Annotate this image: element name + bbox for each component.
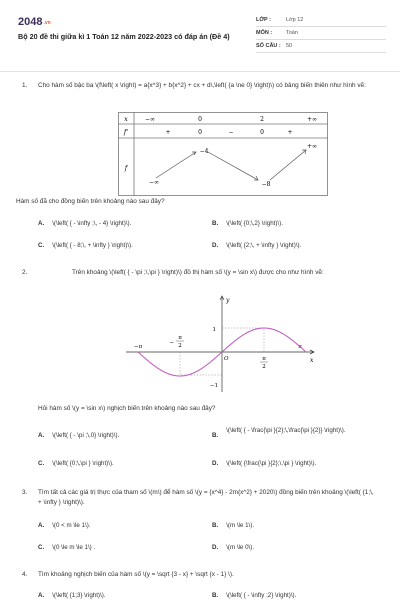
option-text: \(\left( {0;\,2} \right)\). [226, 220, 283, 227]
option-a[interactable] [38, 432, 208, 439]
option-text: \(m \le 0\). [226, 544, 255, 551]
pos-pi-label: π [298, 344, 302, 350]
var-f-value: +∞ [306, 143, 318, 150]
origin-label: O [224, 356, 229, 362]
neg-half-pi-num: π [178, 335, 182, 341]
var-f-value: −8 [261, 181, 271, 188]
option-text: \(\left( { - 8;\, + \infty } \right)\). [52, 242, 133, 249]
question-text: Tìm tất cả các giá trị thực của tham số \(m\) để hàm số \(y = {x^4} - 2m{x^2} + 2020\) đồng biến trên khoảng \(\left( {1;\, + \infty } \right)\). [38, 489, 374, 506]
var-fprime-value: − [228, 129, 234, 136]
option-label: D. [212, 460, 219, 467]
meta-value: 50 [286, 43, 293, 49]
option-b[interactable] [212, 522, 382, 529]
var-f-value: −∞ [148, 179, 160, 186]
option-c[interactable] [38, 544, 208, 551]
option-label: B. [212, 592, 219, 599]
option-label: B. [212, 522, 219, 529]
option-text: \(\left( { - \frac{\pi }{2};\,\frac{\pi }{2}} \right)\). [226, 427, 346, 434]
option-d[interactable] [212, 544, 382, 551]
header [18, 14, 386, 66]
meta-row-subject [256, 27, 386, 40]
option-a[interactable] [38, 522, 208, 529]
option-label: B. [212, 432, 219, 439]
question-2-ask: Hỏi hàm số \(y = \sin x\) nghịch biến trên khoảng nào sau đây? [38, 405, 216, 412]
meta-key: LỚP : [256, 17, 271, 23]
option-d[interactable] [212, 460, 382, 467]
y-axis-label: y [226, 297, 230, 304]
pos-half-pi-den: 2 [262, 364, 266, 370]
option-text: \(0 < m \le 1\). [52, 522, 91, 529]
var-f-label: f [124, 164, 128, 172]
option-text: \(\left( { - \pi ;\,0} \right)\). [52, 432, 120, 439]
option-label: D. [212, 242, 219, 249]
var-x-value: +∞ [306, 116, 318, 123]
question-number: 2. [22, 269, 28, 276]
option-label: D. [212, 544, 219, 551]
option-a[interactable] [38, 220, 208, 227]
meta-info [256, 14, 386, 53]
neg-half-pi-den: 2 [178, 343, 182, 349]
page-title: Bộ 20 đề thi giữa kì 1 Toán 12 năm 2022-2023 có đáp án (Đề 4) [18, 32, 230, 41]
meta-value: Toán [286, 30, 298, 36]
option-label: A. [38, 592, 45, 599]
question-1-ask: Hàm số đã cho đồng biến trên khoảng nào sau đây? [16, 198, 165, 205]
option-label: A. [38, 432, 45, 439]
brand-name: 2048 [18, 16, 43, 28]
option-b[interactable] [212, 220, 382, 227]
option-b[interactable] [212, 426, 372, 439]
header-divider [0, 71, 400, 72]
question-number: 4. [22, 571, 28, 578]
question-text: Cho hàm số bậc ba \(f\left( x \right) = a{x^3} + b{x^2} + cx + d\,\left( {a \ne 0} \right)\) có bảng biến thiên như hình vẽ: [38, 82, 366, 89]
option-a[interactable] [38, 592, 208, 599]
option-c[interactable] [38, 242, 208, 249]
variation-table [118, 112, 328, 196]
question-number: 1. [22, 82, 28, 89]
var-arrows [156, 150, 306, 180]
option-text: \(m \le 1\). [226, 522, 255, 529]
var-x-value: −∞ [144, 116, 156, 123]
var-x-label: x [124, 115, 128, 123]
brand-logo[interactable] [18, 16, 51, 28]
option-text: \(\left( { - \infty ;\, - 4} \right)\). [52, 220, 132, 227]
question-number: 3. [22, 489, 28, 496]
y-neg-label: −1 [209, 383, 218, 389]
option-label: C. [38, 544, 45, 551]
meta-row-class [256, 14, 386, 27]
option-label: A. [38, 522, 45, 529]
question-text: Tìm khoảng nghịch biến của hàm số \(y = \sqrt {3 - x} + \sqrt {x - 1} \). [38, 571, 234, 578]
option-label: C. [38, 460, 45, 467]
option-label: B. [212, 220, 219, 227]
option-text: \(\left( {2;\, + \infty } \right)\). [226, 242, 302, 249]
neg-pi-label: −π [133, 344, 143, 350]
option-text: \(\left( { - \infty ;2} \right)\). [226, 592, 297, 599]
brand-suffix: .vn [43, 20, 51, 26]
var-fprime-value: 0 [198, 129, 202, 136]
option-b[interactable] [212, 592, 382, 599]
var-x-value: 2 [260, 116, 264, 123]
option-label: A. [38, 220, 45, 227]
meta-key: SỐ CÂU : [256, 43, 281, 49]
meta-value: Lớp 12 [286, 17, 304, 23]
y-pos-label: 1 [212, 327, 216, 333]
meta-row-count [256, 40, 386, 53]
option-text: \(0 \le m \le 1\) . [52, 544, 96, 551]
option-text: \(\left( {1;3} \right)\). [52, 592, 106, 599]
option-d[interactable] [212, 242, 382, 249]
x-axis-label: x [310, 357, 314, 364]
var-fprime-label: f' [123, 128, 129, 136]
var-fprime-value: + [165, 129, 171, 136]
var-fprime-value: + [287, 129, 293, 136]
pos-half-pi-num: π [262, 356, 266, 362]
sine-graph [122, 292, 318, 396]
neg-half-pi-sign: − [169, 340, 174, 346]
option-text: \(\left( {0;\,\pi } \right)\). [52, 460, 114, 467]
option-label: C. [38, 242, 45, 249]
option-c[interactable] [38, 460, 208, 467]
question-text: Trên khoảng \(\left( { - \pi ;\,\pi } \right)\) đồ thị hàm số \(y = \sin x\) được cho như hình vẽ: [72, 269, 324, 276]
option-text: \(\left( {\frac{\pi }{2};\,\pi } \right)\). [226, 460, 317, 467]
meta-key: MÔN : [256, 30, 273, 36]
var-f-value: −4 [199, 148, 209, 155]
var-fprime-value: 0 [260, 129, 264, 136]
var-x-value: 0 [198, 116, 202, 123]
